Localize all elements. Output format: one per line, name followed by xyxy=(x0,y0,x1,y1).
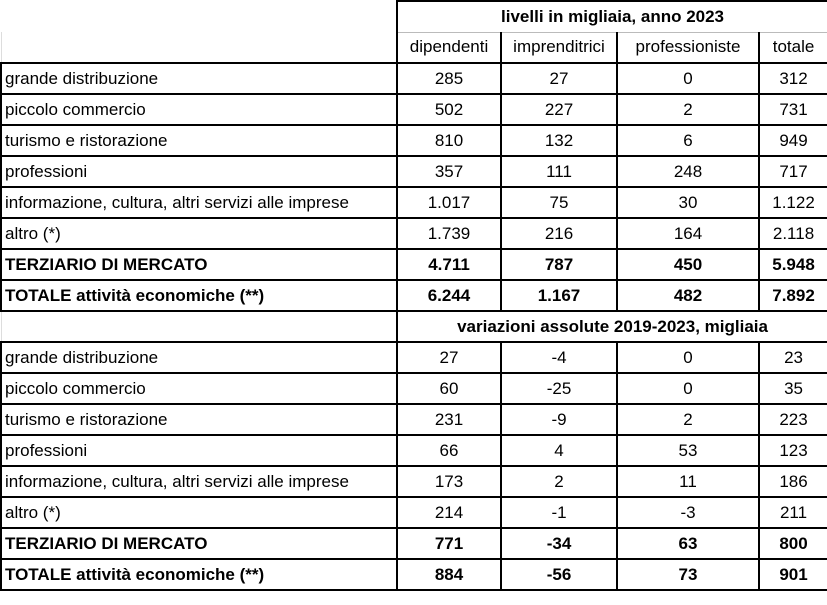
header-dipendenti: dipendenti xyxy=(397,32,501,63)
cell-value: 4 xyxy=(501,435,617,466)
table-row-total xyxy=(1,280,827,311)
cell-value: 717 xyxy=(759,156,827,187)
section1-title: livelli in migliaia, anno 2023 xyxy=(397,1,827,32)
cell-value: -1 xyxy=(501,497,617,528)
cell-value: 248 xyxy=(617,156,759,187)
cell-value: 5.948 xyxy=(759,249,827,280)
table-row xyxy=(1,373,827,404)
table-row xyxy=(1,435,827,466)
cell-value: 357 xyxy=(397,156,501,187)
table-row-total xyxy=(1,528,827,559)
cell-value: 111 xyxy=(501,156,617,187)
cell-value: 2.118 xyxy=(759,218,827,249)
table-row-total xyxy=(1,559,827,590)
table-row xyxy=(1,497,827,528)
cell-value: 1.017 xyxy=(397,187,501,218)
row-label: altro (*) xyxy=(1,497,397,528)
cell-value: 11 xyxy=(617,466,759,497)
cell-value: 2 xyxy=(617,404,759,435)
cell-value: 7.892 xyxy=(759,280,827,311)
cell-value: 231 xyxy=(397,404,501,435)
cell-value: 884 xyxy=(397,559,501,590)
row-label: professioni xyxy=(1,156,397,187)
cell-value: -9 xyxy=(501,404,617,435)
cell-value: 949 xyxy=(759,125,827,156)
cell-value: 186 xyxy=(759,466,827,497)
cell-value: 771 xyxy=(397,528,501,559)
cell-value: 223 xyxy=(759,404,827,435)
cell-value: 800 xyxy=(759,528,827,559)
row-label: TERZIARIO DI MERCATO xyxy=(1,249,397,280)
row-label: informazione, cultura, altri servizi alle imprese xyxy=(1,187,397,218)
table-row xyxy=(1,466,827,497)
cell-value: 27 xyxy=(397,342,501,373)
cell-value: 731 xyxy=(759,94,827,125)
header-imprenditrici: imprenditrici xyxy=(501,32,617,63)
table-row xyxy=(1,156,827,187)
table-row xyxy=(1,63,827,94)
table-row-total xyxy=(1,249,827,280)
table-row xyxy=(1,94,827,125)
row-label: piccolo commercio xyxy=(1,94,397,125)
cell-value: 73 xyxy=(617,559,759,590)
table-row xyxy=(1,125,827,156)
cell-value: 23 xyxy=(759,342,827,373)
cell-value: 132 xyxy=(501,125,617,156)
row-label: TOTALE attività economiche (**) xyxy=(1,559,397,590)
cell-value: 482 xyxy=(617,280,759,311)
cell-value: 2 xyxy=(617,94,759,125)
section2-title-row xyxy=(1,311,827,342)
table-row xyxy=(1,342,827,373)
row-label: professioni xyxy=(1,435,397,466)
row-label: grande distribuzione xyxy=(1,63,397,94)
row-label: informazione, cultura, altri servizi alle imprese xyxy=(1,466,397,497)
column-header-row xyxy=(1,32,827,63)
cell-value: 502 xyxy=(397,94,501,125)
cell-value: 75 xyxy=(501,187,617,218)
cell-value: 312 xyxy=(759,63,827,94)
cell-value: 53 xyxy=(617,435,759,466)
cell-value: 63 xyxy=(617,528,759,559)
cell-value: -25 xyxy=(501,373,617,404)
cell-value: 450 xyxy=(617,249,759,280)
cell-value: 66 xyxy=(397,435,501,466)
cell-value: 6.244 xyxy=(397,280,501,311)
cell-value: 1.167 xyxy=(501,280,617,311)
row-label: TERZIARIO DI MERCATO xyxy=(1,528,397,559)
cell-value: 901 xyxy=(759,559,827,590)
cell-value: 164 xyxy=(617,218,759,249)
cell-value: 4.711 xyxy=(397,249,501,280)
cell-value: 216 xyxy=(501,218,617,249)
cell-value: 227 xyxy=(501,94,617,125)
cell-value: 787 xyxy=(501,249,617,280)
cell-value: 1.739 xyxy=(397,218,501,249)
cell-value: 211 xyxy=(759,497,827,528)
row-label: piccolo commercio xyxy=(1,373,397,404)
row-label: altro (*) xyxy=(1,218,397,249)
table-row xyxy=(1,218,827,249)
section2-title: variazioni assolute 2019-2023, migliaia xyxy=(397,311,827,342)
cell-value: -4 xyxy=(501,342,617,373)
cell-value: 6 xyxy=(617,125,759,156)
cell-value: -56 xyxy=(501,559,617,590)
cell-value: 30 xyxy=(617,187,759,218)
cell-value: 0 xyxy=(617,373,759,404)
cell-value: 810 xyxy=(397,125,501,156)
row-label: turismo e ristorazione xyxy=(1,125,397,156)
cell-value: 173 xyxy=(397,466,501,497)
cell-value: 35 xyxy=(759,373,827,404)
section1-title-row xyxy=(1,1,827,32)
cell-value: 60 xyxy=(397,373,501,404)
cell-value: 0 xyxy=(617,63,759,94)
row-label: turismo e ristorazione xyxy=(1,404,397,435)
table-row xyxy=(1,404,827,435)
header-professioniste: professioniste xyxy=(617,32,759,63)
cell-value: 2 xyxy=(501,466,617,497)
cell-value: 123 xyxy=(759,435,827,466)
row-label: TOTALE attività economiche (**) xyxy=(1,280,397,311)
table-row xyxy=(1,187,827,218)
cell-value: 285 xyxy=(397,63,501,94)
cell-value: 214 xyxy=(397,497,501,528)
header-totale: totale xyxy=(759,32,827,63)
cell-value: -3 xyxy=(617,497,759,528)
row-label: grande distribuzione xyxy=(1,342,397,373)
cell-value: 27 xyxy=(501,63,617,94)
cell-value: -34 xyxy=(501,528,617,559)
cell-value: 1.122 xyxy=(759,187,827,218)
cell-value: 0 xyxy=(617,342,759,373)
